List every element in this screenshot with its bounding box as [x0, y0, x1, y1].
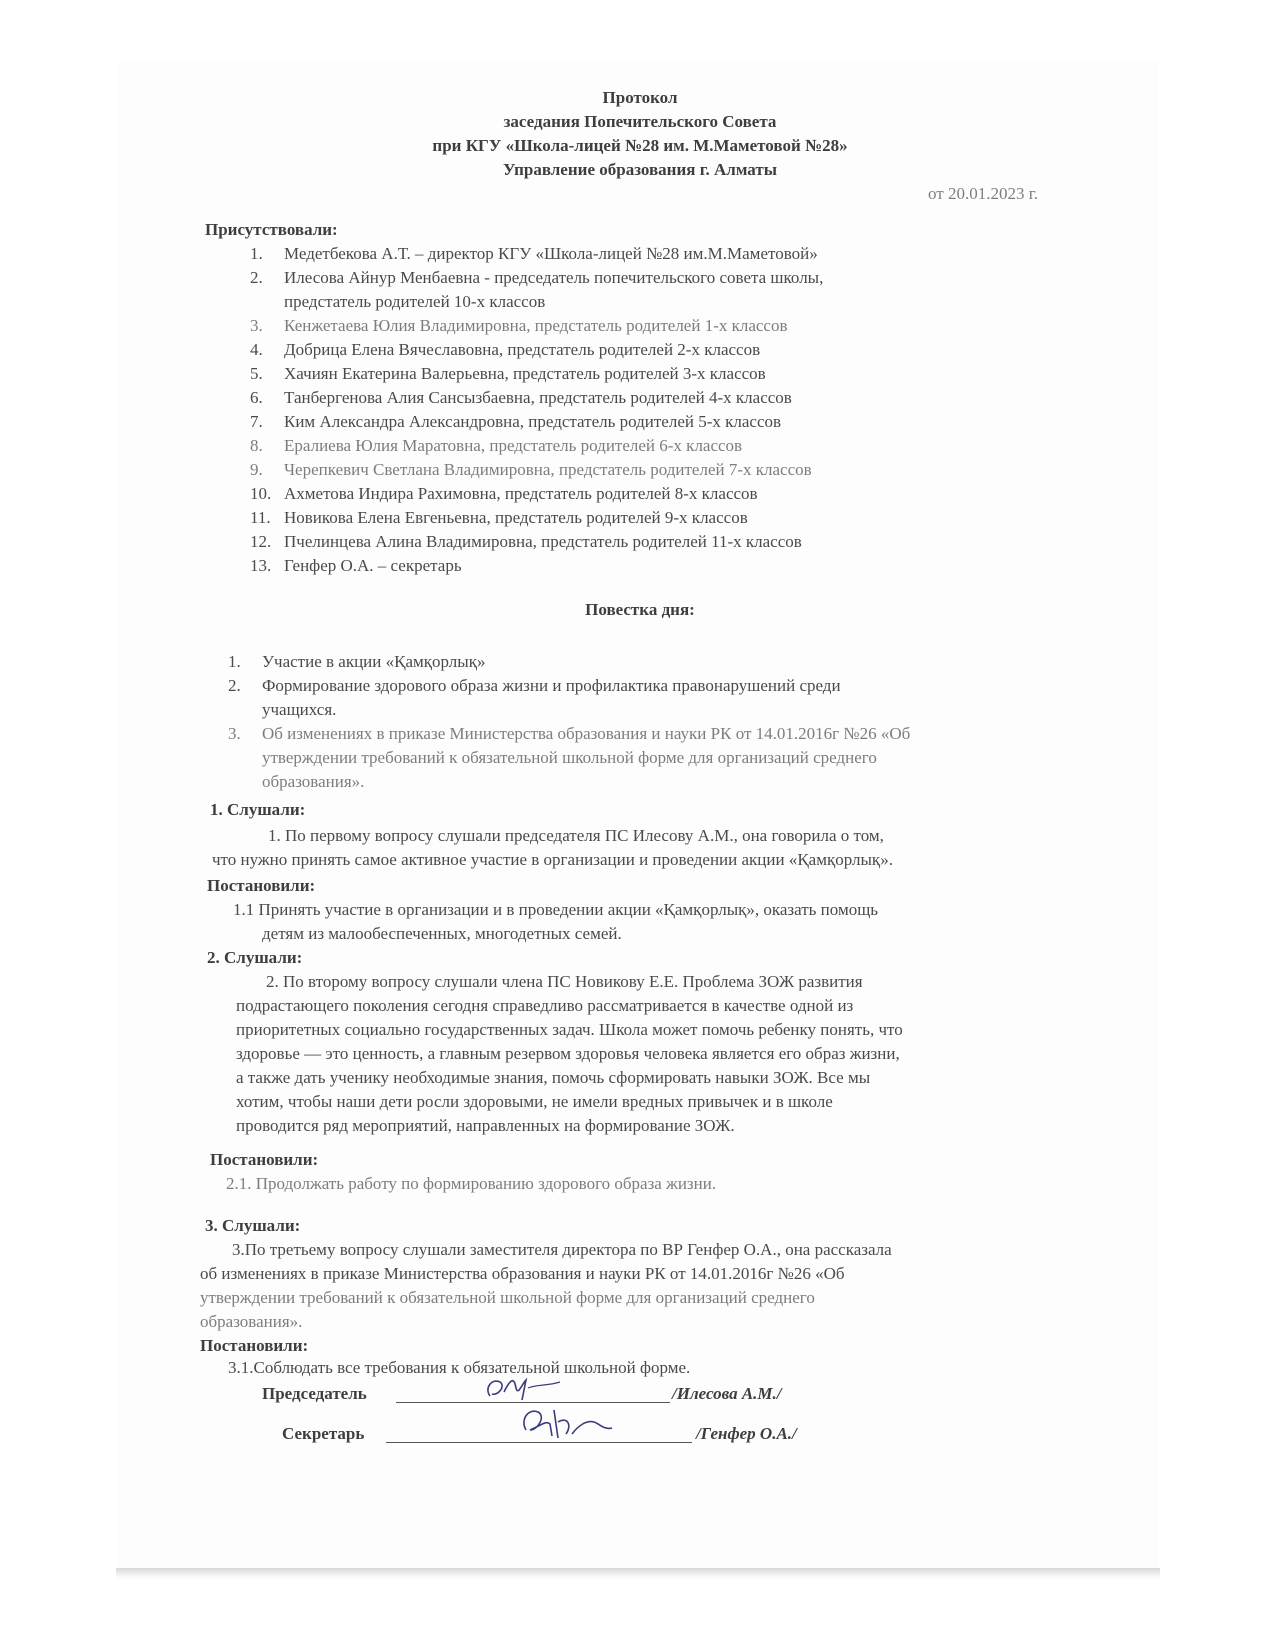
page-edge-shadow	[116, 1568, 1160, 1578]
attendee-num: 11.	[250, 508, 271, 527]
attendee-num: 13.	[250, 556, 272, 575]
section2-text-line: а также дать ученику необходимые знания, помочь сформировать навыки ЗОЖ. Все мы	[236, 1068, 871, 1087]
chair-name: /Илесова А.М./	[672, 1384, 782, 1403]
section2-text-line: хотим, чтобы наши дети росли здоровыми, не имели вредных привычек и в школе	[236, 1092, 833, 1111]
attendee-item: Новикова Елена Евгеньевна, предстатель родителей 9-х классов	[284, 508, 748, 527]
attendee-item: Медетбекова А.Т. – директор КГУ «Школа-лицей №28 им.М.Маметовой»	[284, 244, 818, 263]
section3-text-line: 3.По третьему вопросу слушали заместителя директора по ВР Генфер О.А., она рассказала	[232, 1240, 892, 1259]
section3-text-line: об изменениях в приказе Министерства образования и науки РК от 14.01.2016г №26 «Об	[200, 1264, 845, 1283]
section3-text-line: образования».	[200, 1312, 303, 1331]
attendee-num: 7.	[250, 412, 263, 431]
section3-resolved-heading: Постановили:	[200, 1336, 309, 1355]
agenda-num: 1.	[228, 652, 241, 671]
attendee-item: Пчелинцева Алина Владимировна, предстатель родителей 11-х классов	[284, 532, 802, 551]
attendee-num: 9.	[250, 460, 263, 479]
attendees-heading: Присутствовали:	[205, 220, 338, 239]
section1-decision-line: детям из малообеспеченных, многодетных семей.	[262, 924, 622, 943]
doc-subtitle: заседания Попечительского Совета	[503, 112, 777, 131]
section3-text-line: утверждении требований к обязательной школьной форме для организаций среднего	[200, 1288, 815, 1307]
section1-text-line: 1. По первому вопросу слушали председателя ПС Илесову А.М., она говорила о том,	[268, 826, 884, 845]
attendee-num: 4.	[250, 340, 263, 359]
secretary-name: /Генфер О.А./	[696, 1424, 797, 1443]
section2-text-line: подрастающего поколения сегодня справедливо рассматривается в качестве одной из	[236, 996, 854, 1015]
agenda-item: Об изменениях в приказе Министерства образования и науки РК от 14.01.2016г №26 «Об	[262, 724, 911, 743]
attendee-num: 3.	[250, 316, 263, 335]
attendee-num: 2.	[250, 268, 263, 287]
attendee-num: 5.	[250, 364, 263, 383]
section2-heard-heading: 2. Слушали:	[207, 948, 303, 967]
attendee-num: 1.	[250, 244, 263, 263]
agenda-item: Формирование здорового образа жизни и профилактика правонарушений среди	[262, 676, 841, 695]
doc-date: от 20.01.2023 г.	[928, 184, 1039, 203]
attendee-num: 8.	[250, 436, 263, 455]
section3-heard-heading: 3. Слушали:	[205, 1216, 301, 1235]
section1-heard-heading: 1. Слушали:	[210, 800, 306, 819]
attendee-item: Генфер О.А. – секретарь	[284, 556, 462, 575]
agenda-heading: Повестка дня:	[585, 600, 695, 619]
agenda-num: 3.	[228, 724, 241, 743]
section2-text-line: здоровье — это ценность, а главным резервом здоровья человека является его образ жизни,	[236, 1044, 900, 1063]
attendee-item: Ким Александра Александровна, предстатель родителей 5-х классов	[284, 412, 782, 431]
agenda-num: 2.	[228, 676, 241, 695]
attendee-item: Хачиян Екатерина Валерьевна, предстатель родителей 3-х классов	[284, 364, 766, 383]
attendee-item: Черепкевич Светлана Владимировна, предстатель родителей 7-х классов	[284, 460, 812, 479]
attendee-item: Илесова Айнур Менбаевна - председатель попечительского совета школы,	[284, 268, 824, 287]
section1-text-line: что нужно принять самое активное участие в организации и проведении акции «Қамқорлық».	[212, 850, 893, 869]
attendee-num: 12.	[250, 532, 272, 551]
attendee-item: Ералиева Юлия Маратовна, предстатель родителей 6-х классов	[284, 436, 743, 455]
attendee-num: 6.	[250, 388, 263, 407]
doc-department: Управление образования г. Алматы	[502, 160, 777, 179]
agenda-item-continued: утверждении требований к обязательной школьной форме для организаций среднего	[262, 748, 877, 767]
attendee-item: Ахметова Индира Рахимовна, предстатель родителей 8-х классов	[284, 484, 758, 503]
section1-decision-line: 1.1 Принять участие в организации и в проведении акции «Қамқорлық», оказать помощь	[233, 900, 879, 919]
section1-resolved-heading: Постановили:	[207, 876, 316, 895]
agenda-item: Участие в акции «Қамқорлық»	[262, 652, 486, 671]
attendee-item: Добрица Елена Вячеславовна, предстатель родителей 2-х классов	[284, 340, 761, 359]
doc-title: Протокол	[602, 88, 678, 107]
agenda-item-continued: учащихся.	[262, 700, 337, 719]
secretary-label: Секретарь	[282, 1424, 365, 1443]
section3-decision-line: 3.1.Соблюдать все требования к обязательной школьной форме.	[228, 1358, 691, 1377]
section2-resolved-heading: Постановили:	[210, 1150, 319, 1169]
section2-decision-line: 2.1. Продолжать работу по формированию здорового образа жизни.	[226, 1174, 717, 1193]
attendee-num: 10.	[250, 484, 272, 503]
attendee-item: Кенжетаева Юлия Владимировна, предстатель родителей 1-х классов	[284, 316, 788, 335]
attendee-item: Танбергенова Алия Сансызбаевна, предстатель родителей 4-х классов	[284, 388, 792, 407]
secretary-signature	[516, 1400, 616, 1444]
section2-text-line: приоритетных социально государственных задач. Школа может помочь ребенку понять, что	[236, 1020, 903, 1039]
attendee-item-continued: предстатель родителей 10-х классов	[284, 292, 546, 311]
doc-organization: при КГУ «Школа-лицей №28 им. М.Маметовой №28»	[432, 136, 848, 155]
section2-text-line: проводится ряд мероприятий, направленных на формирование ЗОЖ.	[236, 1116, 735, 1135]
chair-label: Председатель	[262, 1384, 367, 1403]
section2-text-line: 2. По второму вопросу слушали члена ПС Новикову Е.Е. Проблема ЗОЖ развития	[266, 972, 863, 991]
agenda-item-continued: образования».	[262, 772, 365, 791]
